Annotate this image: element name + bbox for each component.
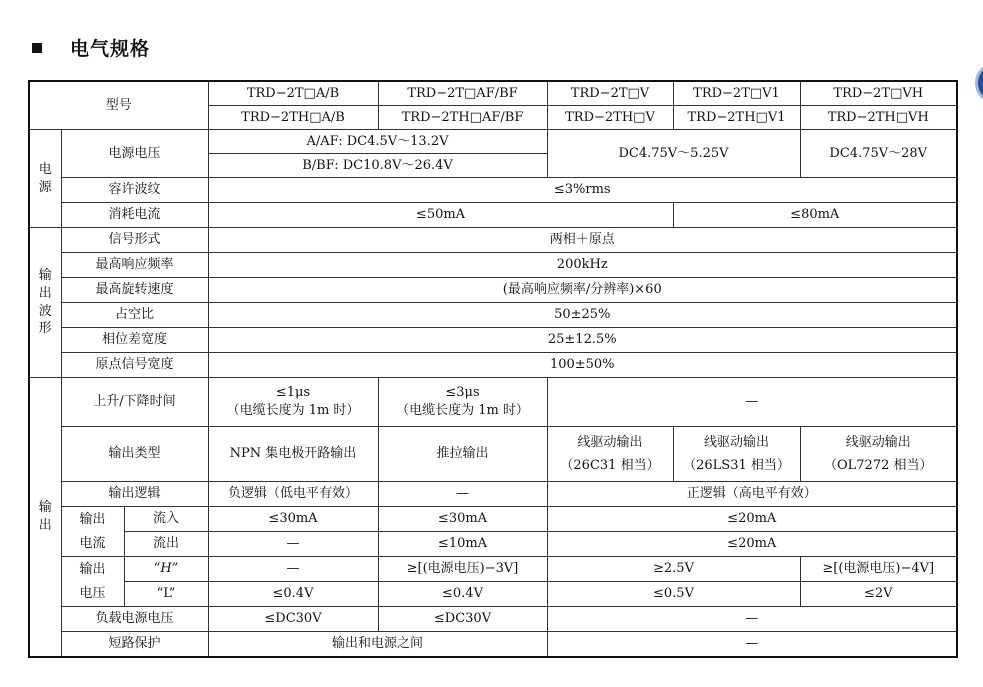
table-row [29,81,957,106]
table-row [29,203,957,228]
output-group-label: 输 出 [29,378,61,658]
model-cell: TRD−2TH□V1 [673,106,800,130]
spec-label: 容许波纹 [61,178,208,203]
spec-value: — [547,378,957,427]
table-row [29,353,957,378]
spec-value: 负逻辑（低电平有效） [208,482,378,507]
spec-value: 两相＋原点 [208,228,957,253]
spec-value: — [547,607,957,632]
spec-value: ≤DC30V [208,607,378,632]
spec-value: ≤3μs （电缆长度为 1m 时） [378,378,547,427]
spec-value: — [378,482,547,507]
spec-sublabel: “H” [124,557,208,582]
model-cell: TRD−2TH□V [547,106,673,130]
table-row [29,278,957,303]
spec-value: ≤10mA [378,532,547,557]
spec-value: ≤2V [800,582,957,607]
model-cell: TRD−2TH□VH [800,106,957,130]
spec-value: ≥[(电源电压)−4V] [800,557,957,582]
spec-label: 上升/下降时间 [61,378,208,427]
spec-value: — [208,532,378,557]
table-row [29,303,957,328]
table-row [29,253,957,278]
spec-label: 输出 电流 [61,507,124,557]
spec-value: 推拉输出 [378,427,547,482]
spec-value: ≤0.5V [547,582,800,607]
table-row [29,228,957,253]
spec-label: 输出逻辑 [61,482,208,507]
spec-value: 25±12.5% [208,328,957,353]
spec-value: A/AF: DC4.5V～13.2V [208,130,547,154]
table-row [29,328,957,353]
spec-sublabel: “L” [124,582,208,607]
spec-value: 输出和电源之间 [208,632,547,658]
spec-label: 最高响应频率 [61,253,208,278]
spec-value: ≤0.4V [208,582,378,607]
spec-value: ≥2.5V [547,557,800,582]
section-heading [32,34,150,61]
electrical-spec-table [28,80,958,658]
model-label: 型号 [29,81,208,130]
spec-value: ≤DC30V [378,607,547,632]
spec-value: ≥[(电源电压)−3V] [378,557,547,582]
spec-value: 线驱动输出 （26C31 相当） [547,427,673,482]
model-cell: TRD−2T□VH [800,81,957,106]
spec-value: 线驱动输出 （26LS31 相当） [673,427,800,482]
page-side-tab[interactable] [975,62,983,104]
table-row [29,427,957,482]
spec-label: 消耗电流 [61,203,208,228]
table-row [29,607,957,632]
model-cell: TRD−2T□V1 [673,81,800,106]
table-row [29,482,957,507]
square-bullet-icon [32,43,42,53]
spec-sublabel: 流入 [124,507,208,532]
spec-value: NPN 集电极开路输出 [208,427,378,482]
spec-label: 短路保护 [61,632,208,658]
table-row [29,178,957,203]
spec-value: 200kHz [208,253,957,278]
spec-value: ≤3%rms [208,178,957,203]
table-row [29,507,957,532]
spec-value: — [208,557,378,582]
spec-value: ≤0.4V [378,582,547,607]
spec-value: 线驱动输出 （OL7272 相当） [800,427,957,482]
spec-value: DC4.75V～28V [800,130,957,178]
model-cell: TRD−2T□V [547,81,673,106]
table-row [29,557,957,582]
spec-value: B/BF: DC10.8V～26.4V [208,154,547,178]
spec-value: ≤30mA [208,507,378,532]
table-row [29,632,957,658]
table-row [29,582,957,607]
spec-label: 输出 电压 [61,557,124,607]
spec-sublabel: 流出 [124,532,208,557]
spec-value: (最高响应频率/分辨率)×60 [208,278,957,303]
model-cell: TRD−2TH□AF/BF [378,106,547,130]
section-title: 电气规格 [70,38,151,60]
spec-value: ≤20mA [547,532,957,557]
spec-value: 50±25% [208,303,957,328]
spec-label: 原点信号宽度 [61,353,208,378]
table-row [29,130,957,154]
spec-label: 最高旋转速度 [61,278,208,303]
spec-value: 正逻辑（高电平有效） [547,482,957,507]
spec-value: ≤1μs （电缆长度为 1m 时） [208,378,378,427]
spec-label: 电源电压 [61,130,208,178]
model-cell: TRD−2T□AF/BF [378,81,547,106]
spec-label: 相位差宽度 [61,328,208,353]
spec-label: 占空比 [61,303,208,328]
spec-value: ≤20mA [547,507,957,532]
spec-value: ≤80mA [673,203,957,228]
model-cell: TRD−2TH□A/B [208,106,378,130]
spec-label: 输出类型 [61,427,208,482]
spec-value: DC4.75V～5.25V [547,130,800,178]
waveform-group-label: 输 出 波 形 [29,228,61,378]
model-cell: TRD−2T□A/B [208,81,378,106]
spec-value: ≤30mA [378,507,547,532]
spec-value: 100±50% [208,353,957,378]
spec-label: 信号形式 [61,228,208,253]
table-row [29,378,957,427]
table-row [29,532,957,557]
spec-value: — [547,632,957,658]
power-group-label: 电 源 [29,130,61,228]
spec-label: 负载电源电压 [61,607,208,632]
spec-value: ≤50mA [208,203,673,228]
